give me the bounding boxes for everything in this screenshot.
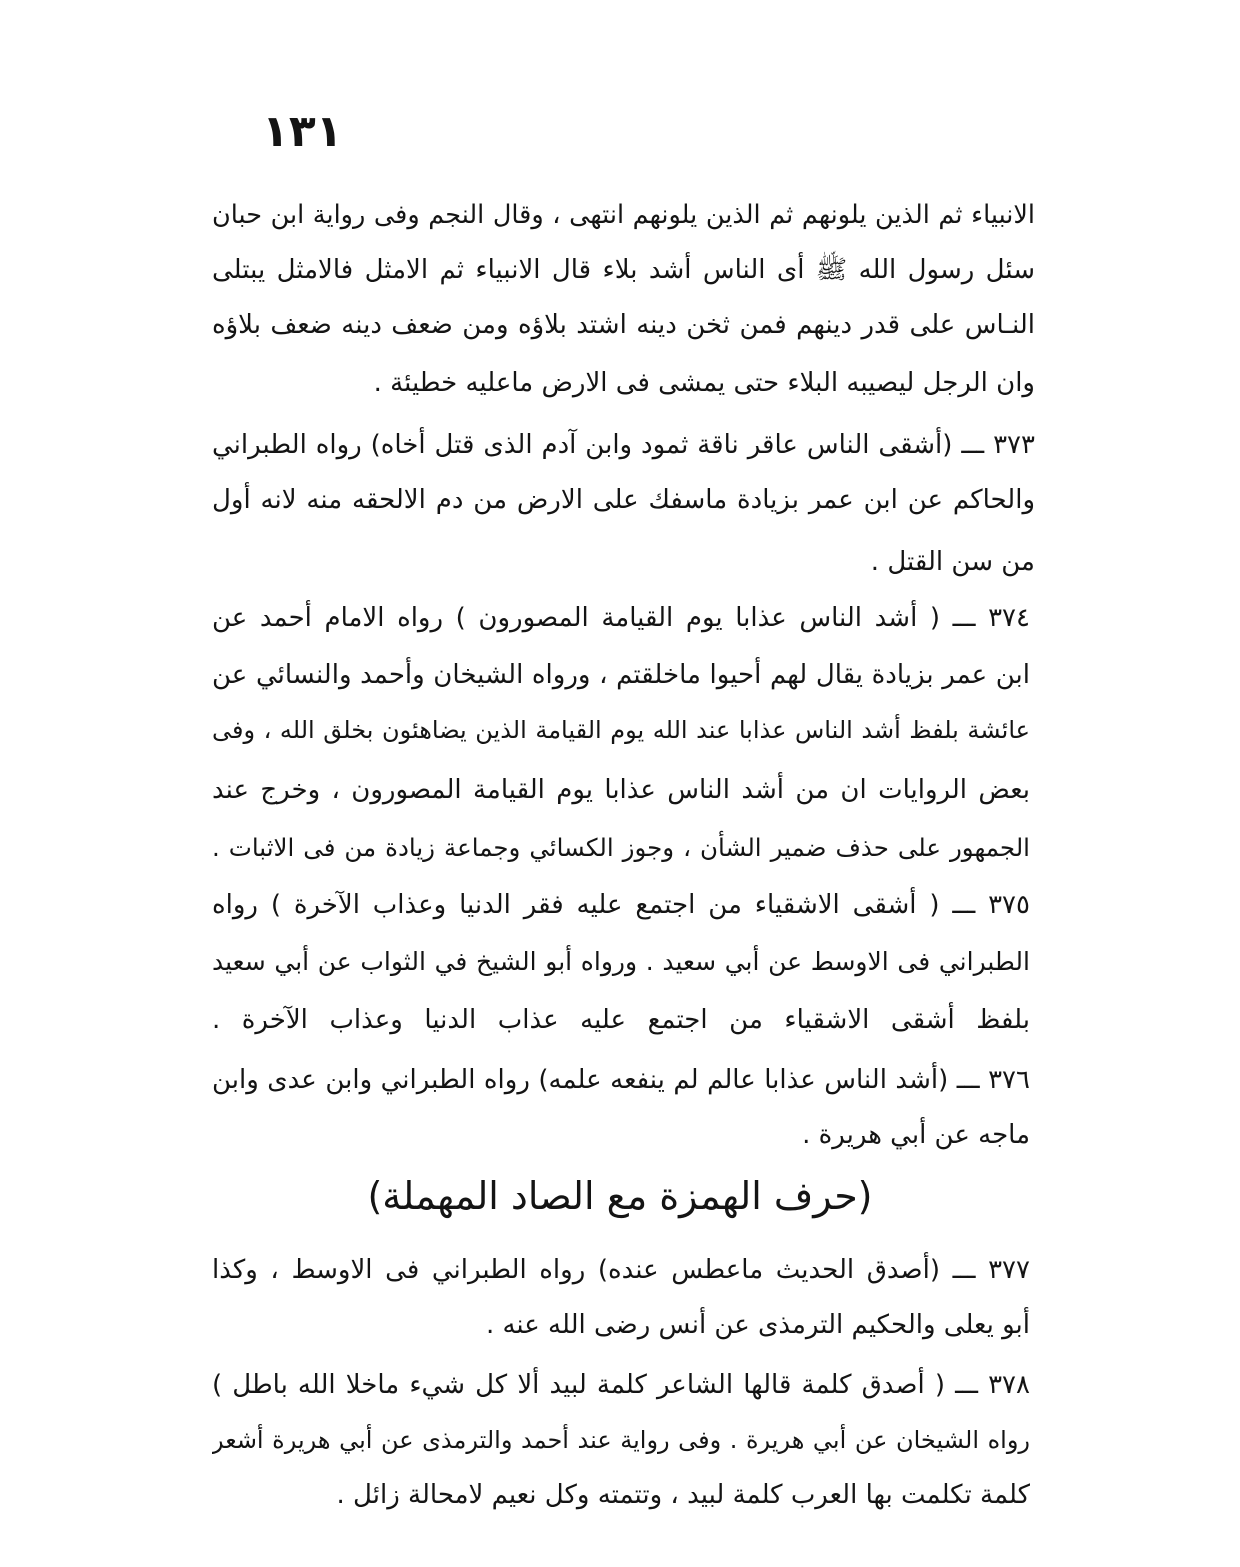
- text-line: ٣٧٨ ـــ ( أصدق كلمة قالها الشاعر كلمة لبيد ألا كل شيء ماخلا الله باطل ): [212, 1370, 1030, 1400]
- text-line: ٣٧٣ ـــ (أشقى الناس عاقر ناقة ثمود وابن آدم الذى قتل أخاه) رواه الطبراني: [212, 430, 1035, 460]
- text-line: وان الرجل ليصيبه البلاء حتى يمشى فى الارض ماعليه خطيئة .: [373, 368, 1035, 398]
- text-line: سئل رسول الله ﷺ أى الناس أشد بلاء قال الانبياء ثم الامثل فالامثل يبتلى: [212, 255, 1035, 285]
- text-line: ابن عمر بزيادة يقال لهم أحيوا ماخلقتم ، ورواه الشيخان وأحمد والنسائي عن: [212, 660, 1030, 690]
- text-line: النـاس على قدر دينهم فمن ثخن دينه اشتد بلاؤه ومن ضعف دينه ضعف بلاؤه: [212, 310, 1035, 340]
- text-line: رواه الشيخان عن أبي هريرة . وفى رواية عند أحمد والترمذى عن أبي هريرة أشعر: [212, 1426, 1030, 1454]
- text-line: ٣٧٧ ـــ (أصدق الحديث ماعطس عنده) رواه الطبراني فى الاوسط ، وكذا: [212, 1255, 1030, 1285]
- page-number: ١٣١: [262, 106, 343, 157]
- text-line: الطبراني فى الاوسط عن أبي سعيد . ورواه أبو الشيخ في الثواب عن أبي سعيد: [212, 947, 1030, 976]
- text-line: ٣٧٦ ـــ (أشد الناس عذابا عالم لم ينفعه علمه) رواه الطبراني وابن عدى وابن: [212, 1065, 1030, 1095]
- text-line: الانبياء ثم الذين يلونهم ثم الذين يلونهم انتهى ، وقال النجم وفى رواية ابن حبان: [212, 200, 1035, 230]
- text-line: عائشة بلفظ أشد الناس عذابا عند الله يوم القيامة الذين يضاهئون بخلق الله ، وفى: [212, 716, 1030, 744]
- text-line: ٣٧٥ ـــ ( أشقى الاشقياء من اجتمع عليه فقر الدنيا وعذاب الآخرة ) رواه: [212, 890, 1030, 920]
- text-line: بلفظ أشقى الاشقياء من اجتمع عليه عذاب الدنيا وعذاب الآخرة .: [212, 1005, 1030, 1035]
- text-line: كلمة تكلمت بها العرب كلمة لبيد ، وتتمته وكل نعيم لامحالة زائل .: [336, 1480, 1030, 1510]
- text-line: الجمهور على حذف ضمير الشأن ، وجوز الكسائي وجماعة زيادة من فى الاثبات .: [212, 833, 1030, 862]
- section-heading: (حرف الهمزة مع الصاد المهملة): [367, 1174, 873, 1218]
- text-line: بعض الروايات ان من أشد الناس عذابا يوم القيامة المصورون ، وخرج عند: [212, 775, 1030, 805]
- text-line: أبو يعلى والحكيم الترمذى عن أنس رضى الله عنه .: [485, 1310, 1030, 1340]
- text-line: ماجه عن أبي هريرة .: [802, 1120, 1030, 1150]
- text-line: ٣٧٤ ـــ ( أشد الناس عذابا يوم القيامة المصورون ) رواه الامام أحمد عن: [212, 603, 1030, 633]
- text-line: من سن القتل .: [870, 547, 1035, 577]
- text-line: والحاكم عن ابن عمر بزيادة ماسفك على الارض من دم الالحقه منه لانه أول: [212, 485, 1035, 515]
